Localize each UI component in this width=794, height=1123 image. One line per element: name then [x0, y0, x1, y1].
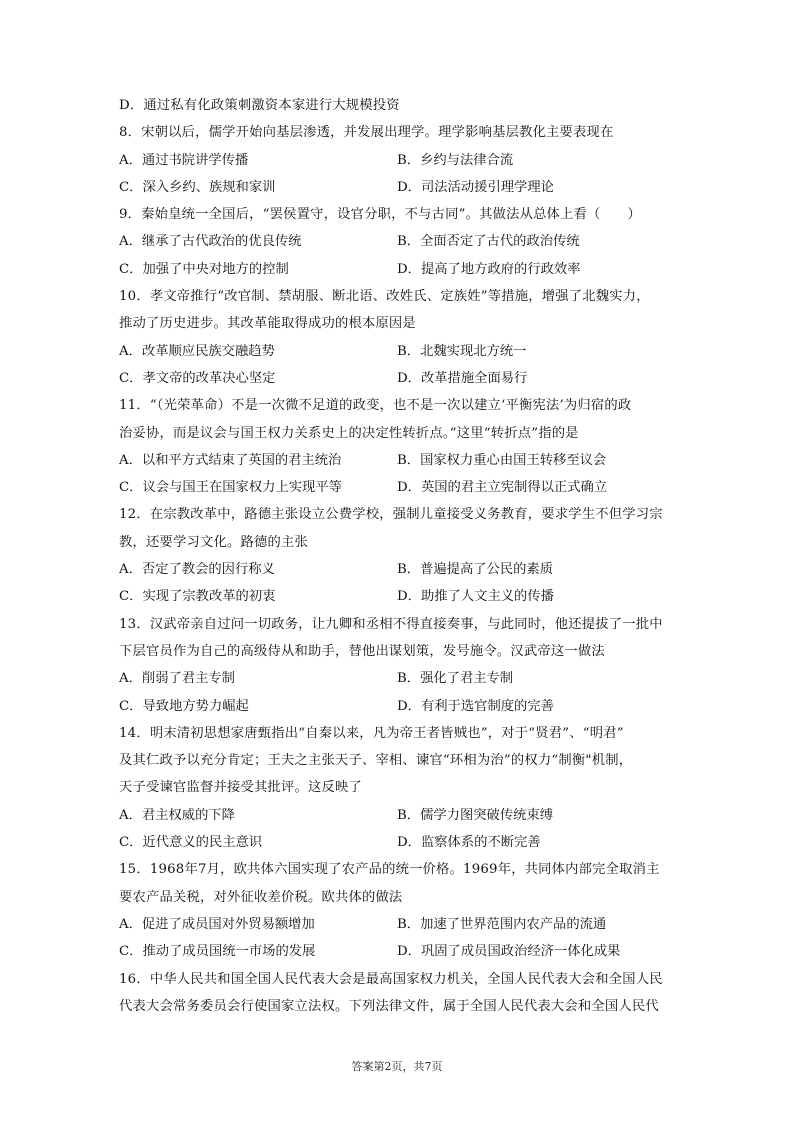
answer-options-row — [119, 174, 679, 201]
question-text-line: 13．汉武帝亲自过问一切政务，让九卿和丞相不得直接奏事，与此同时，他还提拔了一批中 — [119, 616, 663, 632]
question-text-line: 11．“（光荣革命）不是一次微不足道的政变，也不是一次以建立‘平衡宪法’为归宿的政 — [119, 398, 632, 414]
answer-options-row — [119, 228, 679, 255]
page-footer: 答案第2页，共7页 — [351, 1060, 443, 1073]
answer-option: A．以和平方式结束了英国的君主统治 — [119, 452, 342, 468]
answer-option: D．英国的君主立宪制得以正式确立 — [397, 480, 608, 496]
answer-option: B．加速了世界范围内农产品的流通 — [397, 916, 607, 932]
answer-option: A．促进了成员国对外贸易额增加 — [119, 916, 315, 932]
answer-option: A．继承了古代政治的优良传统 — [119, 234, 302, 250]
question-text-line: 10．孝文帝推行“改官制、禁胡服、断北语、改姓氏、定族姓”等措施，增强了北魏实力， — [119, 289, 650, 305]
question-text-line: 下层官员作为自己的高级侍从和助手，替他出谋划策，发号施令。汉武帝这一做法 — [119, 643, 605, 659]
question-text-line: 9．秦始皇统一全国后，“罢侯置守，设官分职，不与古同”。其做法从总体上看（ ） — [119, 207, 642, 223]
answer-option: D．巩固了成员国政治经济一体化成果 — [397, 944, 621, 960]
answer-option: B．北魏实现北方统一 — [397, 343, 527, 359]
answer-option: A．改革顺应民族交融趋势 — [119, 343, 275, 359]
answer-option: D．助推了人文主义的传播 — [397, 589, 554, 605]
answer-option: B．乡约与法律合流 — [397, 152, 514, 168]
answer-option: C．推动了成员国统一市场的发展 — [119, 944, 316, 960]
question-content — [119, 92, 679, 1020]
answer-option: C．孝文帝的改革决心坚定 — [119, 370, 276, 386]
answer-options-row — [119, 911, 679, 938]
question-text-line: 12．在宗教改革中，路德主张设立公费学校，强制儿童接受义务教育，要求学生不但学习宗 — [119, 507, 663, 523]
question-text-line: 天子受谏官监督并接受其批评。这反映了 — [119, 780, 362, 796]
answer-option: B．全面否定了古代的政治传统 — [397, 234, 580, 250]
answer-options-row — [119, 147, 679, 174]
answer-option: C．近代意义的民主意识 — [119, 835, 263, 851]
answer-option: C．议会与国王在国家权力上实现平等 — [119, 480, 342, 496]
answer-option: D．提高了地方政府的行政效率 — [397, 261, 581, 277]
question-text-line: 治妥协，而是议会与国王权力关系史上的决定性转折点。”这里“转折点”指的是 — [119, 425, 579, 441]
question-text-line: D．通过私有化政策刺激资本家进行大规模投资 — [119, 98, 400, 113]
question-text-line: 14．明末清初思想家唐甄指出“自秦以来，凡为帝王者皆贼也”，对于“贤君”、“明君” — [119, 725, 624, 741]
answer-option: C．导致地方势力崛起 — [119, 698, 249, 714]
answer-option: B．国家权力重心由国王转移至议会 — [397, 452, 607, 468]
answer-option: A．通过书院讲学传播 — [119, 152, 249, 168]
answer-option: B．普遍提高了公民的素质 — [397, 562, 554, 578]
answer-options-row — [119, 365, 679, 392]
answer-option: A．君主权威的下降 — [119, 807, 235, 823]
answer-options-row — [119, 665, 679, 692]
answer-options-row — [119, 556, 679, 583]
answer-option: D．司法活动援引理学理论 — [397, 179, 554, 195]
answer-option: A．否定了教会的因行称义 — [119, 562, 275, 578]
answer-option: C．深入乡约、族规和家训 — [119, 179, 276, 195]
answer-options-row — [119, 474, 679, 501]
question-text-line: 及其仁政予以充分肯定；王夫之主张天子、宰相、谏官“环相为治”的权力“制衡"机制， — [119, 753, 633, 769]
question-text-line: 15．1968年7月，欧共体六国实现了农产品的统一价格。1969年，共同体内部完全取消主 — [119, 862, 660, 878]
answer-options-row — [119, 583, 679, 610]
answer-option: B．儒学力图突破传统束缚 — [397, 807, 554, 823]
question-text-line: 要农产品关税，对外征收差价税。欧共体的做法 — [119, 889, 403, 905]
question-text-line: 代表大会常务委员会行使国家立法权。下列法律文件，属于全国人民代表大会和全国人民代 — [119, 998, 659, 1014]
answer-option: D．监察体系的不断完善 — [397, 835, 541, 851]
answer-option: C．加强了中央对地方的控制 — [119, 261, 289, 277]
answer-options-row — [119, 802, 679, 829]
answer-options-row — [119, 338, 679, 365]
answer-option: A．削弱了君主专制 — [119, 671, 235, 687]
answer-option: D．改革措施全面易行 — [397, 370, 528, 386]
answer-options-row — [119, 693, 679, 720]
answer-options-row — [119, 829, 679, 856]
question-text-line: 16．中华人民共和国全国人民代表大会是最高国家权力机关，全国人民代表大会和全国人民 — [119, 971, 663, 987]
question-text-line: 8．宋朝以后，儒学开始向基层渗透，并发展出理学。理学影响基层教化主要表现在 — [119, 125, 614, 141]
answer-options-row — [119, 256, 679, 283]
answer-option: D．有利于选官制度的完善 — [397, 698, 554, 714]
answer-option: B．强化了君主专制 — [397, 671, 514, 687]
question-text-line: 教，还要学习文化。路德的主张 — [119, 534, 308, 550]
answer-options-row — [119, 938, 679, 965]
answer-option: C．实现了宗教改革的初衷 — [119, 589, 276, 605]
question-text-line: 推动了历史进步。其改革能取得成功的根本原因是 — [119, 316, 416, 332]
answer-options-row — [119, 447, 679, 474]
